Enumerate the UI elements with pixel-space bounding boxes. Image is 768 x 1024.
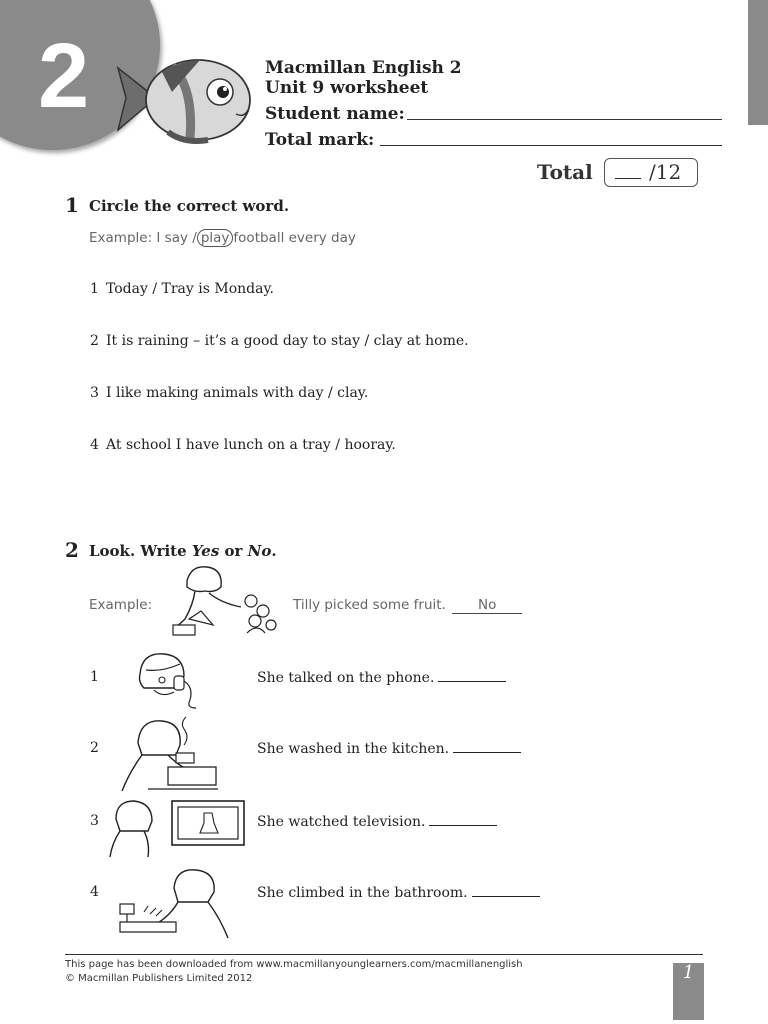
section-1-instruction: Circle the correct word. xyxy=(89,197,290,215)
s2-answer-4-field[interactable] xyxy=(472,884,540,897)
total-score-blank[interactable] xyxy=(615,178,641,179)
s2-question-2-text: She washed in the kitchen. xyxy=(257,740,521,757)
footer-divider xyxy=(65,954,703,955)
example-suffix: football every day xyxy=(233,230,356,246)
s2-question-1-text: She talked on the phone. xyxy=(257,669,506,686)
s2-question-4-number: 4 xyxy=(90,884,99,900)
badge-number: 2 xyxy=(38,25,90,127)
s1-question-3-number: 3 xyxy=(90,385,99,401)
s2-question-3-text: She watched television. xyxy=(257,813,497,830)
total-mark-label: Total mark: xyxy=(265,130,375,150)
s2-answer-3-field[interactable] xyxy=(429,813,497,826)
section-1-example xyxy=(89,229,356,247)
section-2-example-sentence: Tilly picked some fruit. No xyxy=(293,597,522,614)
student-name-label: Student name: xyxy=(265,104,405,124)
worksheet-subtitle: Unit 9 worksheet xyxy=(265,78,429,98)
s1-question-2-number: 2 xyxy=(90,333,99,349)
student-name-field[interactable] xyxy=(407,119,722,120)
section-2-instruction: Look. Write Yes or No. xyxy=(89,542,277,560)
section-2-number: 2 xyxy=(65,538,79,562)
fish-illustration xyxy=(112,48,254,148)
worksheet-title: Macmillan English 2 xyxy=(265,58,462,78)
s2-answer-1-field[interactable] xyxy=(438,669,506,682)
girl-cooking-illustration xyxy=(118,715,222,795)
section-1-number: 1 xyxy=(65,193,79,217)
section-2-example-label: Example: xyxy=(89,597,153,613)
total-label: Total xyxy=(537,160,593,184)
s2-answer-2-field[interactable] xyxy=(453,740,521,753)
s1-question-1-text[interactable]: Today / Tray is Monday. xyxy=(106,281,274,297)
s1-question-1-number: 1 xyxy=(90,281,99,297)
girl-watching-tv-illustration xyxy=(108,797,248,859)
s2-question-2-number: 2 xyxy=(90,740,99,756)
example-prefix: Example: I say / xyxy=(89,230,197,246)
footer-download-note: This page has been downloaded from www.macmillanyounglearners.com/macmillanenglish xyxy=(65,959,523,970)
example-circled-word: play xyxy=(197,229,234,247)
page-number: 1 xyxy=(682,962,695,983)
s2-question-3-number: 3 xyxy=(90,813,99,829)
footer-copyright: © Macmillan Publishers Limited 2012 xyxy=(65,973,253,984)
girl-in-bathroom-illustration xyxy=(116,866,236,942)
example-picking-fruit-illustration xyxy=(165,563,285,638)
total-score-box xyxy=(604,158,698,187)
total-max-score: /12 xyxy=(649,160,682,184)
corner-tab xyxy=(748,0,768,125)
s1-question-4-text[interactable]: At school I have lunch on a tray / hooray. xyxy=(106,437,396,453)
s1-question-2-text[interactable]: It is raining – it’s a good day to stay / clay at home. xyxy=(106,333,469,349)
girl-on-phone-illustration xyxy=(132,650,202,710)
example-answer: No xyxy=(452,597,522,614)
total-mark-field[interactable] xyxy=(380,145,722,146)
s1-question-3-text[interactable]: I like making animals with day / clay. xyxy=(106,385,369,401)
s2-question-4-text: She climbed in the bathroom. xyxy=(257,884,540,901)
s2-question-1-number: 1 xyxy=(90,669,99,685)
s1-question-4-number: 4 xyxy=(90,437,99,453)
